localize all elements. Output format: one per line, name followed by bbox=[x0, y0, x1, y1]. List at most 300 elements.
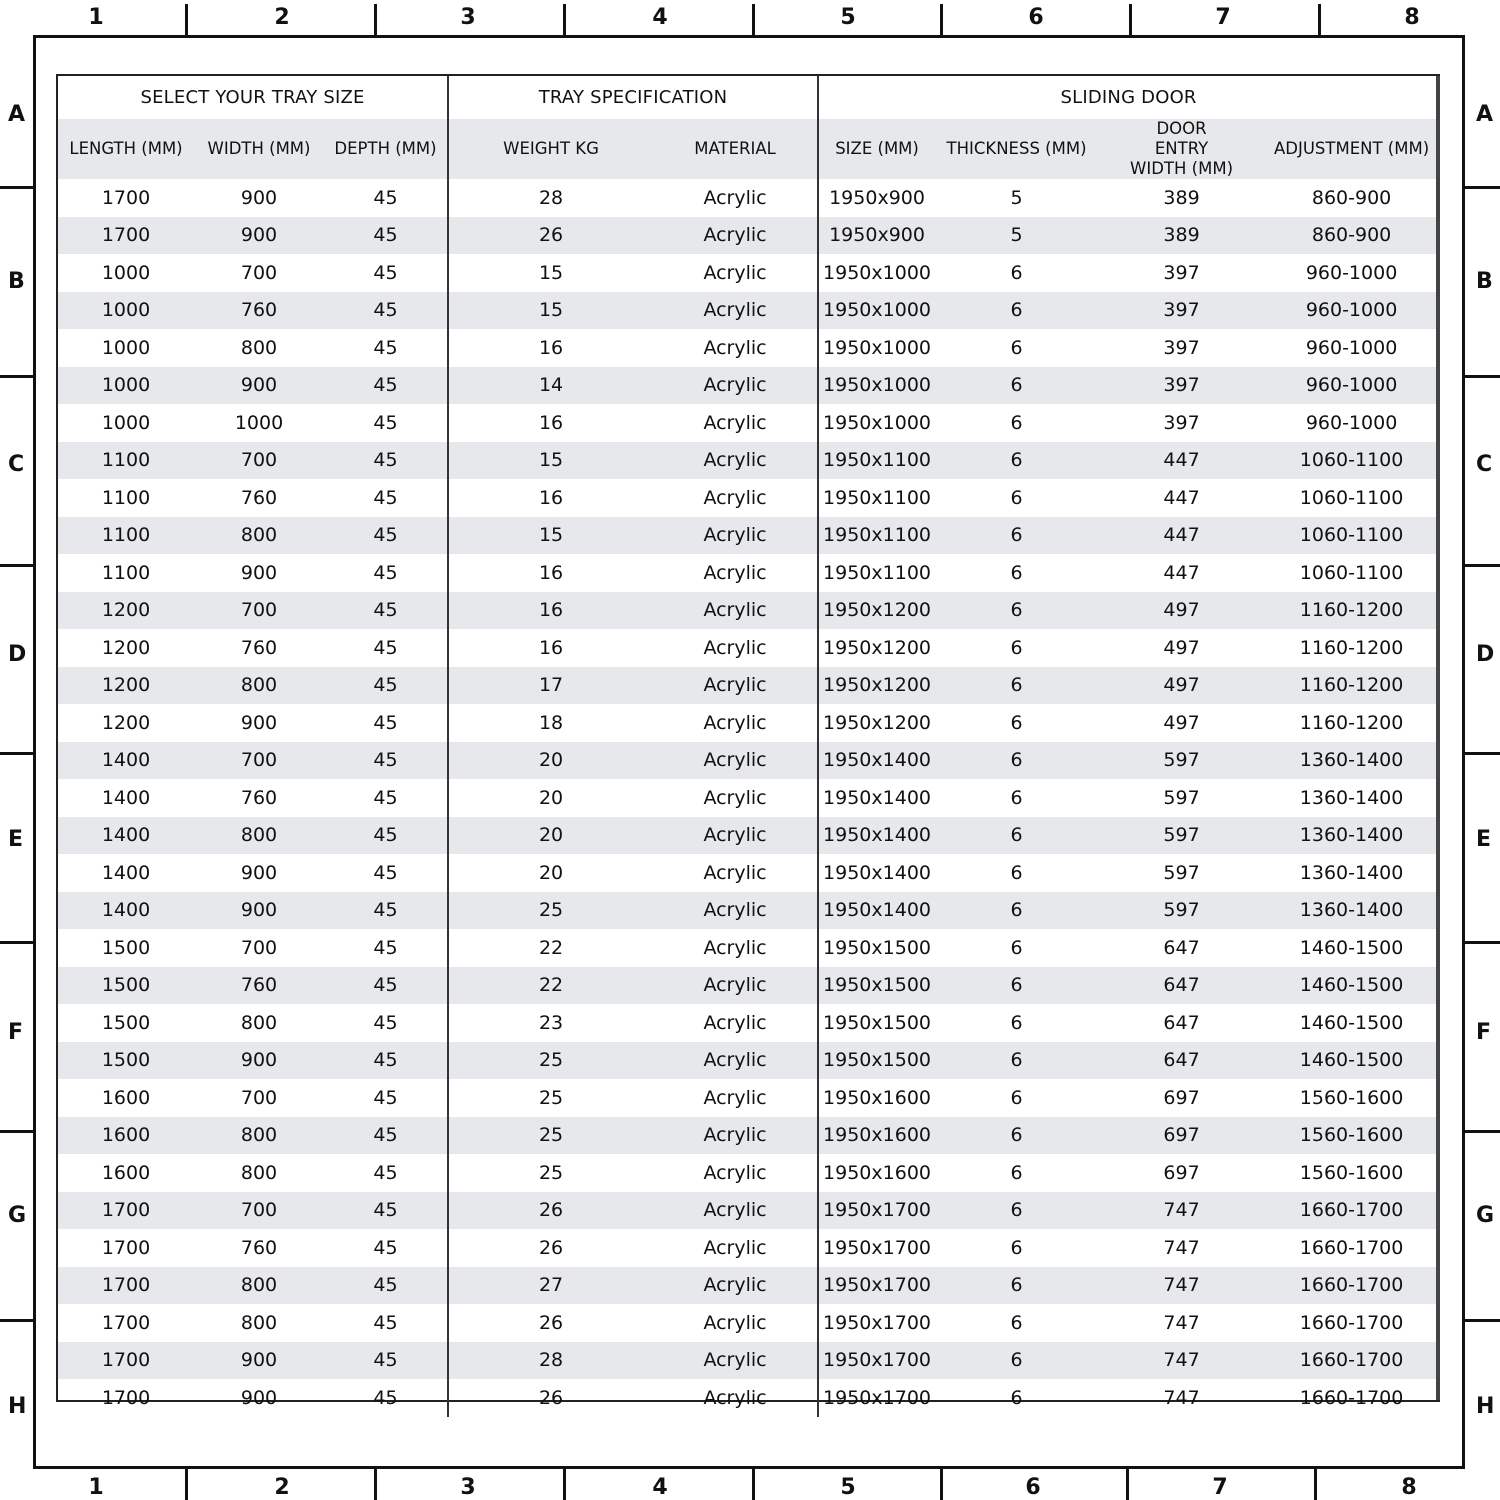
grid-row-label-left: G bbox=[8, 1203, 27, 1228]
cell-door-size: 1950x1000 bbox=[818, 404, 935, 442]
cell-width: 700 bbox=[194, 442, 324, 480]
cell-thickness: 6 bbox=[1010, 1236, 1023, 1259]
cell-length: 1200 bbox=[101, 711, 151, 734]
grid-tick bbox=[0, 564, 35, 567]
cell-door-size: 1950x1100 bbox=[818, 517, 935, 555]
cell-door-entry-width: 597 bbox=[1098, 892, 1265, 930]
cell-door-size: 1950x1500 bbox=[818, 1042, 935, 1080]
cell-adjustment: 1360-1400 bbox=[1265, 817, 1438, 855]
grid-tick bbox=[1314, 1469, 1317, 1500]
cell-adjustment: 860-900 bbox=[1311, 186, 1392, 209]
cell-weight: 17 bbox=[448, 667, 653, 705]
cell-material: Acrylic bbox=[653, 667, 818, 705]
cell-width: 760 bbox=[240, 786, 278, 809]
cell-width: 900 bbox=[240, 861, 278, 884]
cell-width: 760 bbox=[240, 636, 278, 659]
cell-door-entry-width: 597 bbox=[1098, 817, 1265, 855]
cell-length: 1500 bbox=[58, 967, 194, 1005]
cell-thickness: 6 bbox=[1010, 261, 1023, 284]
grid-tick bbox=[1465, 375, 1500, 378]
cell-door-entry-width: 747 bbox=[1098, 1267, 1265, 1305]
table-row bbox=[58, 554, 1438, 592]
cell-weight: 16 bbox=[448, 404, 653, 442]
grid-tick bbox=[1465, 1319, 1500, 1322]
cell-width: 900 bbox=[240, 561, 278, 584]
cell-door-size: 1950x1400 bbox=[818, 892, 935, 930]
cell-length: 1400 bbox=[101, 861, 151, 884]
cell-material: Acrylic bbox=[653, 442, 818, 480]
cell-width: 800 bbox=[240, 1011, 278, 1034]
grid-tick bbox=[0, 1319, 35, 1322]
cell-width: 700 bbox=[240, 1086, 278, 1109]
grid-col-label-top: 6 bbox=[1028, 5, 1044, 30]
cell-weight: 28 bbox=[448, 1342, 653, 1380]
cell-depth: 45 bbox=[324, 367, 448, 405]
table-row bbox=[58, 1117, 1438, 1155]
grid-row-label-right: A bbox=[1476, 102, 1494, 127]
cell-material: Acrylic bbox=[703, 1386, 767, 1409]
cell-thickness: 5 bbox=[935, 217, 1098, 255]
cell-door-size: 1950x1400 bbox=[818, 854, 935, 892]
cell-thickness: 6 bbox=[935, 1192, 1098, 1230]
grid-tick bbox=[1465, 1130, 1500, 1133]
cell-length: 1100 bbox=[58, 442, 194, 480]
cell-door-entry-width: 397 bbox=[1163, 336, 1200, 359]
cell-adjustment: 960-1000 bbox=[1305, 336, 1398, 359]
col-header-door-entry-width: DOOR ENTRY WIDTH (MM) bbox=[1098, 119, 1265, 179]
grid-col-label-bottom: 8 bbox=[1401, 1475, 1417, 1500]
cell-depth: 45 bbox=[373, 936, 398, 959]
col-header-adjustment: ADJUSTMENT (MM) bbox=[1265, 119, 1438, 179]
cell-material: Acrylic bbox=[703, 261, 767, 284]
cell-door-entry-width: 647 bbox=[1098, 1042, 1265, 1080]
cell-door-entry-width: 497 bbox=[1163, 711, 1200, 734]
cell-adjustment: 1060-1100 bbox=[1299, 486, 1404, 509]
cell-material: Acrylic bbox=[653, 1267, 818, 1305]
cell-depth: 45 bbox=[324, 892, 448, 930]
table-row bbox=[58, 1004, 1438, 1042]
cell-weight: 26 bbox=[448, 217, 653, 255]
grid-tick bbox=[1318, 4, 1321, 35]
cell-adjustment: 1360-1400 bbox=[1265, 892, 1438, 930]
grid-row-label-right: H bbox=[1476, 1394, 1495, 1419]
table-row bbox=[58, 704, 1438, 742]
table-row bbox=[58, 1042, 1438, 1080]
table-row bbox=[58, 517, 1438, 555]
cell-material: Acrylic bbox=[703, 561, 767, 584]
cell-thickness: 6 bbox=[1010, 1311, 1023, 1334]
cell-material: Acrylic bbox=[703, 336, 767, 359]
grid-col-label-bottom: 7 bbox=[1212, 1475, 1228, 1500]
table-row bbox=[58, 254, 1438, 292]
cell-depth: 45 bbox=[324, 742, 448, 780]
cell-material: Acrylic bbox=[653, 892, 818, 930]
grid-row-label-right: F bbox=[1476, 1020, 1492, 1045]
cell-length: 1600 bbox=[58, 1117, 194, 1155]
cell-length: 1500 bbox=[101, 1011, 151, 1034]
cell-thickness: 6 bbox=[935, 517, 1098, 555]
cell-door-size: 1950x1700 bbox=[818, 1267, 935, 1305]
cell-thickness: 6 bbox=[935, 967, 1098, 1005]
cell-adjustment: 1060-1100 bbox=[1265, 517, 1438, 555]
cell-material: Acrylic bbox=[653, 1342, 818, 1380]
table-row bbox=[58, 967, 1438, 1005]
cell-thickness: 6 bbox=[1010, 336, 1023, 359]
cell-weight: 25 bbox=[448, 1154, 653, 1192]
cell-adjustment: 960-1000 bbox=[1265, 292, 1438, 330]
table-row bbox=[58, 667, 1438, 705]
col-header-width: WIDTH (MM) bbox=[194, 119, 324, 179]
table-row bbox=[58, 892, 1438, 930]
grid-tick bbox=[1126, 1469, 1129, 1500]
grid-col-label-bottom: 3 bbox=[460, 1475, 476, 1500]
grid-col-label-bottom: 5 bbox=[840, 1475, 856, 1500]
cell-door-size: 1950x1000 bbox=[818, 329, 935, 367]
grid-row-label-left: B bbox=[8, 269, 25, 294]
cell-depth: 45 bbox=[324, 442, 448, 480]
cell-door-size: 1950x1200 bbox=[818, 704, 935, 742]
grid-tick bbox=[374, 4, 377, 35]
col-header-thickness: THICKNESS (MM) bbox=[935, 119, 1098, 179]
grid-tick bbox=[1465, 186, 1500, 189]
cell-width: 900 bbox=[194, 892, 324, 930]
group-tray-specification: TRAY SPECIFICATION bbox=[448, 76, 818, 119]
cell-door-entry-width: 697 bbox=[1098, 1117, 1265, 1155]
column-header-row bbox=[58, 119, 1438, 179]
table-row bbox=[58, 367, 1438, 405]
table-body bbox=[58, 179, 1438, 1417]
cell-length: 1400 bbox=[58, 742, 194, 780]
cell-depth: 45 bbox=[324, 517, 448, 555]
cell-door-size: 1950x1000 bbox=[818, 254, 935, 292]
cell-thickness: 6 bbox=[1010, 1011, 1023, 1034]
cell-door-entry-width: 597 bbox=[1098, 742, 1265, 780]
cell-door-entry-width: 747 bbox=[1098, 1192, 1265, 1230]
group-header-row bbox=[58, 76, 1438, 119]
cell-door-entry-width: 497 bbox=[1098, 592, 1265, 630]
cell-material: Acrylic bbox=[653, 1192, 818, 1230]
cell-width: 700 bbox=[194, 1192, 324, 1230]
cell-adjustment: 1660-1700 bbox=[1299, 1236, 1404, 1259]
grid-tick bbox=[1129, 4, 1132, 35]
grid-row-label-right: C bbox=[1476, 452, 1493, 477]
cell-weight: 16 bbox=[448, 329, 653, 367]
grid-col-label-top: 5 bbox=[840, 5, 856, 30]
cell-length: 1400 bbox=[58, 817, 194, 855]
cell-thickness: 6 bbox=[1010, 1086, 1023, 1109]
grid-col-label-top: 1 bbox=[88, 5, 104, 30]
cell-weight: 23 bbox=[448, 1004, 653, 1042]
cell-weight: 25 bbox=[448, 1042, 653, 1080]
cell-thickness: 6 bbox=[935, 292, 1098, 330]
cell-depth: 45 bbox=[373, 561, 398, 584]
cell-width: 1000 bbox=[234, 411, 284, 434]
table-row bbox=[58, 742, 1438, 780]
grid-tick bbox=[1465, 941, 1500, 944]
cell-material: Acrylic bbox=[703, 936, 767, 959]
grid-row-label-left: H bbox=[8, 1394, 27, 1419]
table-row bbox=[58, 929, 1438, 967]
grid-tick bbox=[940, 1469, 943, 1500]
cell-depth: 45 bbox=[373, 336, 398, 359]
cell-door-size: 1950x1100 bbox=[818, 479, 935, 517]
cell-length: 1600 bbox=[101, 1086, 151, 1109]
cell-depth: 45 bbox=[324, 1267, 448, 1305]
spec-table-container bbox=[56, 74, 1440, 1409]
grid-tick bbox=[563, 4, 566, 35]
table-row bbox=[58, 1229, 1438, 1267]
cell-material: Acrylic bbox=[653, 217, 818, 255]
cell-material: Acrylic bbox=[703, 786, 767, 809]
cell-door-entry-width: 397 bbox=[1163, 411, 1200, 434]
cell-width: 900 bbox=[240, 186, 278, 209]
cell-material: Acrylic bbox=[653, 517, 818, 555]
cell-weight: 15 bbox=[448, 517, 653, 555]
cell-weight: 20 bbox=[448, 742, 653, 780]
cell-depth: 45 bbox=[373, 636, 398, 659]
cell-length: 1100 bbox=[101, 561, 151, 584]
cell-depth: 45 bbox=[324, 1117, 448, 1155]
cell-door-entry-width: 497 bbox=[1163, 636, 1200, 659]
grid-row-label-left: F bbox=[8, 1020, 24, 1045]
cell-door-entry-width: 697 bbox=[1163, 1161, 1200, 1184]
cell-weight: 28 bbox=[448, 179, 653, 217]
table-row bbox=[58, 479, 1438, 517]
cell-door-entry-width: 447 bbox=[1163, 486, 1200, 509]
cell-depth: 45 bbox=[324, 292, 448, 330]
cell-weight: 16 bbox=[448, 554, 653, 592]
cell-weight: 16 bbox=[448, 629, 653, 667]
cell-adjustment: 1360-1400 bbox=[1265, 742, 1438, 780]
grid-col-label-top: 7 bbox=[1215, 5, 1231, 30]
cell-thickness: 6 bbox=[935, 442, 1098, 480]
cell-length: 1100 bbox=[101, 486, 151, 509]
grid-row-label-right: B bbox=[1476, 269, 1493, 294]
table-row bbox=[58, 592, 1438, 630]
cell-adjustment: 1160-1200 bbox=[1265, 592, 1438, 630]
group-tray-size: SELECT YOUR TRAY SIZE bbox=[140, 87, 365, 108]
cell-width: 760 bbox=[240, 1236, 278, 1259]
grid-tick bbox=[0, 375, 35, 378]
cell-depth: 45 bbox=[373, 861, 398, 884]
cell-door-size: 1950x1100 bbox=[818, 442, 935, 480]
table-row bbox=[58, 817, 1438, 855]
cell-weight: 18 bbox=[448, 704, 653, 742]
cell-thickness: 6 bbox=[1010, 561, 1023, 584]
cell-material: Acrylic bbox=[703, 861, 767, 884]
cell-adjustment: 1160-1200 bbox=[1299, 711, 1404, 734]
cell-door-entry-width: 747 bbox=[1098, 1342, 1265, 1380]
grid-tick bbox=[563, 1469, 566, 1500]
cell-door-entry-width: 747 bbox=[1163, 1311, 1200, 1334]
grid-col-label-top: 2 bbox=[274, 5, 290, 30]
cell-depth: 45 bbox=[324, 592, 448, 630]
table-row bbox=[58, 404, 1438, 442]
cell-thickness: 6 bbox=[1010, 1161, 1023, 1184]
cell-door-size: 1950x900 bbox=[818, 179, 935, 217]
cell-adjustment: 1360-1400 bbox=[1299, 786, 1404, 809]
cell-door-size: 1950x1000 bbox=[818, 367, 935, 405]
cell-width: 900 bbox=[240, 1386, 278, 1409]
cell-material: Acrylic bbox=[703, 486, 767, 509]
cell-width: 800 bbox=[194, 667, 324, 705]
cell-thickness: 6 bbox=[935, 742, 1098, 780]
cell-door-entry-width: 397 bbox=[1098, 367, 1265, 405]
cell-door-entry-width: 697 bbox=[1163, 1086, 1200, 1109]
col-header-door-size: SIZE (MM) bbox=[818, 119, 935, 179]
cell-thickness: 6 bbox=[1010, 636, 1023, 659]
cell-weight: 15 bbox=[448, 442, 653, 480]
table-row bbox=[58, 217, 1438, 255]
cell-material: Acrylic bbox=[703, 1236, 767, 1259]
cell-door-size: 1950x1200 bbox=[818, 667, 935, 705]
cell-length: 1400 bbox=[58, 892, 194, 930]
table-row bbox=[58, 329, 1438, 367]
table-row bbox=[58, 779, 1438, 817]
cell-weight: 20 bbox=[448, 779, 653, 817]
grid-tick bbox=[752, 1469, 755, 1500]
grid-tick bbox=[1465, 752, 1500, 755]
cell-door-size: 1950x1700 bbox=[818, 1342, 935, 1380]
cell-thickness: 6 bbox=[1010, 936, 1023, 959]
cell-thickness: 6 bbox=[1010, 861, 1023, 884]
table-row bbox=[58, 1079, 1438, 1117]
cell-door-entry-width: 647 bbox=[1098, 967, 1265, 1005]
cell-adjustment: 1460-1500 bbox=[1299, 936, 1404, 959]
cell-door-size: 1950x1600 bbox=[818, 1079, 935, 1117]
cell-depth: 45 bbox=[324, 667, 448, 705]
cell-depth: 45 bbox=[373, 711, 398, 734]
cell-material: Acrylic bbox=[703, 1086, 767, 1109]
cell-width: 760 bbox=[240, 486, 278, 509]
grid-col-label-top: 8 bbox=[1404, 5, 1420, 30]
cell-door-size: 1950x1100 bbox=[818, 554, 935, 592]
grid-col-label-top: 4 bbox=[652, 5, 668, 30]
cell-thickness: 6 bbox=[935, 1267, 1098, 1305]
shower-tray-spec-table bbox=[58, 76, 1438, 1417]
cell-length: 1000 bbox=[58, 367, 194, 405]
cell-depth: 45 bbox=[324, 217, 448, 255]
cell-length: 1700 bbox=[101, 1311, 151, 1334]
group-sliding-door: SLIDING DOOR bbox=[818, 76, 1438, 119]
grid-tick bbox=[1465, 564, 1500, 567]
cell-door-entry-width: 447 bbox=[1163, 561, 1200, 584]
cell-weight: 25 bbox=[448, 1079, 653, 1117]
cell-door-size: 1950x1700 bbox=[818, 1192, 935, 1230]
cell-thickness: 6 bbox=[935, 592, 1098, 630]
cell-weight: 14 bbox=[448, 367, 653, 405]
cell-length: 1000 bbox=[101, 411, 151, 434]
cell-adjustment: 860-900 bbox=[1265, 217, 1438, 255]
cell-length: 1100 bbox=[58, 517, 194, 555]
grid-row-label-left: E bbox=[8, 827, 24, 852]
cell-depth: 45 bbox=[373, 411, 398, 434]
cell-door-size: 1950x1500 bbox=[818, 1004, 935, 1042]
cell-thickness: 6 bbox=[1010, 1386, 1023, 1409]
cell-weight: 27 bbox=[448, 1267, 653, 1305]
grid-row-label-right: G bbox=[1476, 1203, 1495, 1228]
cell-width: 700 bbox=[240, 261, 278, 284]
grid-tick bbox=[0, 941, 35, 944]
cell-width: 700 bbox=[240, 936, 278, 959]
cell-depth: 45 bbox=[324, 1192, 448, 1230]
cell-weight: 26 bbox=[448, 1304, 653, 1342]
cell-adjustment: 1460-1500 bbox=[1299, 1011, 1404, 1034]
cell-door-size: 1950x1700 bbox=[818, 1379, 935, 1417]
cell-length: 1700 bbox=[101, 1236, 151, 1259]
grid-tick bbox=[185, 4, 188, 35]
grid-tick bbox=[374, 1469, 377, 1500]
cell-depth: 45 bbox=[373, 1161, 398, 1184]
cell-thickness: 6 bbox=[1010, 411, 1023, 434]
cell-door-size: 1950x900 bbox=[818, 217, 935, 255]
cell-door-size: 1950x1000 bbox=[818, 292, 935, 330]
cell-width: 800 bbox=[194, 1267, 324, 1305]
table-row bbox=[58, 1379, 1438, 1417]
cell-thickness: 6 bbox=[935, 817, 1098, 855]
cell-length: 1700 bbox=[58, 1342, 194, 1380]
cell-length: 1700 bbox=[58, 217, 194, 255]
cell-door-size: 1950x1600 bbox=[818, 1154, 935, 1192]
cell-length: 1700 bbox=[101, 186, 151, 209]
cell-weight: 25 bbox=[448, 1117, 653, 1155]
cell-weight: 26 bbox=[448, 1192, 653, 1230]
cell-adjustment: 1160-1200 bbox=[1299, 636, 1404, 659]
cell-door-size: 1950x1500 bbox=[818, 967, 935, 1005]
cell-thickness: 6 bbox=[935, 1042, 1098, 1080]
grid-row-label-left: D bbox=[8, 642, 27, 667]
cell-width: 900 bbox=[194, 1342, 324, 1380]
table-row bbox=[58, 629, 1438, 667]
cell-door-entry-width: 747 bbox=[1163, 1236, 1200, 1259]
cell-length: 1400 bbox=[101, 786, 151, 809]
cell-depth: 45 bbox=[373, 1086, 398, 1109]
cell-door-size: 1950x1700 bbox=[818, 1229, 935, 1267]
table-row bbox=[58, 292, 1438, 330]
cell-adjustment: 1560-1600 bbox=[1265, 1117, 1438, 1155]
grid-row-label-right: D bbox=[1476, 642, 1495, 667]
cell-door-entry-width: 597 bbox=[1163, 861, 1200, 884]
table-row bbox=[58, 1304, 1438, 1342]
cell-material: Acrylic bbox=[653, 592, 818, 630]
cell-length: 1000 bbox=[101, 261, 151, 284]
cell-door-size: 1950x1500 bbox=[818, 929, 935, 967]
cell-door-size: 1950x1200 bbox=[818, 592, 935, 630]
cell-material: Acrylic bbox=[703, 1011, 767, 1034]
cell-width: 900 bbox=[194, 217, 324, 255]
cell-door-size: 1950x1400 bbox=[818, 742, 935, 780]
grid-tick bbox=[0, 186, 35, 189]
grid-tick bbox=[940, 4, 943, 35]
cell-adjustment: 1060-1100 bbox=[1265, 442, 1438, 480]
table-row bbox=[58, 179, 1438, 217]
cell-length: 1500 bbox=[58, 1042, 194, 1080]
cell-door-size: 1950x1600 bbox=[818, 1117, 935, 1155]
cell-length: 1200 bbox=[58, 667, 194, 705]
grid-col-label-bottom: 6 bbox=[1025, 1475, 1041, 1500]
cell-depth: 45 bbox=[373, 1011, 398, 1034]
cell-depth: 45 bbox=[373, 186, 398, 209]
cell-material: Acrylic bbox=[703, 411, 767, 434]
table-row bbox=[58, 1192, 1438, 1230]
cell-width: 900 bbox=[240, 711, 278, 734]
cell-length: 1000 bbox=[58, 292, 194, 330]
cell-length: 1200 bbox=[58, 592, 194, 630]
cell-width: 900 bbox=[194, 367, 324, 405]
grid-tick bbox=[185, 1469, 188, 1500]
col-header-length: LENGTH (MM) bbox=[58, 119, 194, 179]
cell-width: 800 bbox=[194, 817, 324, 855]
